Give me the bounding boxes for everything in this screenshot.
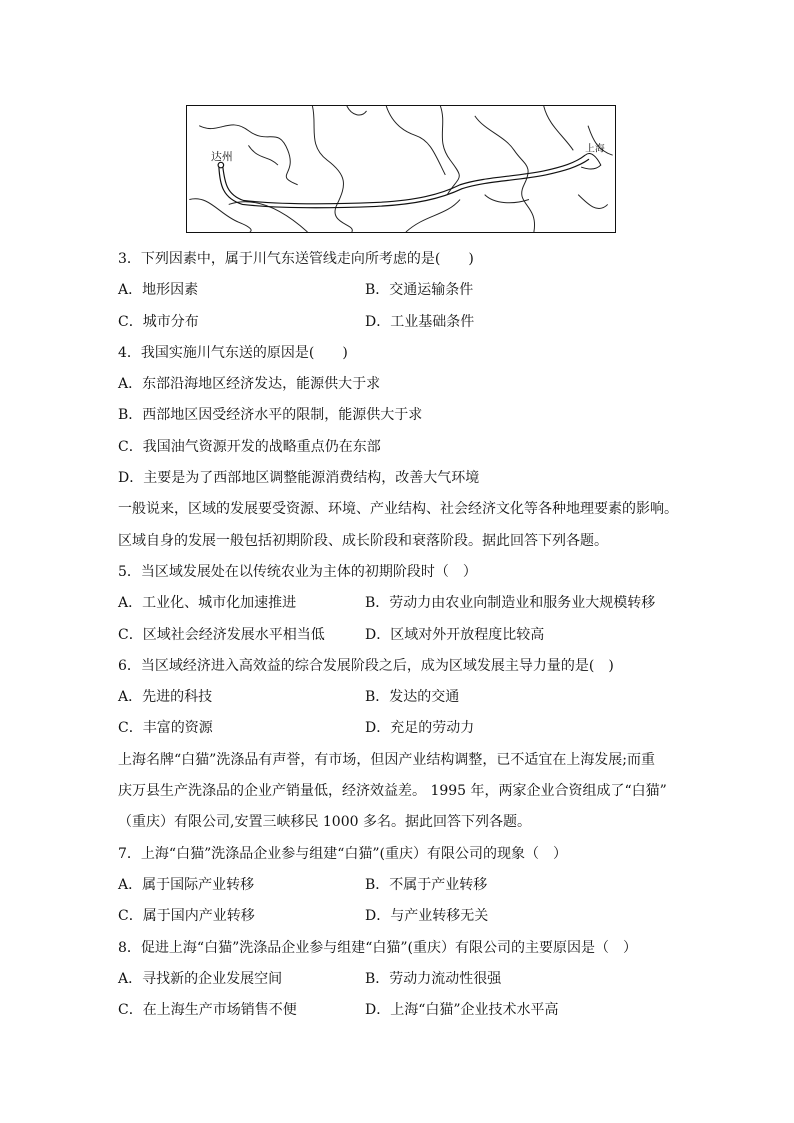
question-4-option-a[interactable]: A．东部沿海地区经济发达，能源供大于求 xyxy=(118,376,381,393)
question-3-option-a[interactable]: A．地形因素 xyxy=(118,282,199,299)
pipeline-map-drawing xyxy=(187,106,615,232)
question-6-option-a[interactable]: A．先进的科技 xyxy=(118,689,213,706)
question-5-option-b[interactable]: B．劳动力由农业向制造业和服务业大规模转移 xyxy=(365,595,656,612)
passage-2-line-3: （重庆）有限公司,安置三峡移民 1000 多名。据此回答下列各题。 xyxy=(118,814,531,831)
question-7-stem: 7．上海“白猫”洗涤品企业参与组建“白猫”(重庆）有限公司的现象（ ） xyxy=(118,845,567,862)
question-3-option-d[interactable]: D．工业基础条件 xyxy=(365,313,475,330)
question-5-options-row-2 xyxy=(118,620,698,651)
question-3-option-b[interactable]: B．交通运输条件 xyxy=(365,282,474,299)
passage-2-line-1: 上海名牌“白猫”洗涤品有声誉，有市场，但因产业结构调整，已不适宜在上海发展;而重 xyxy=(118,751,656,768)
question-5-option-c[interactable]: C．区域社会经济发展水平相当低 xyxy=(118,626,325,643)
question-3-options-row-1 xyxy=(118,275,698,306)
question-8-option-c[interactable]: C．在上海生产市场销售不便 xyxy=(118,1002,297,1019)
map-label-dazhou: 达州 xyxy=(211,150,233,164)
question-7-option-c[interactable]: C．属于国内产业转移 xyxy=(118,908,255,925)
question-8-option-b[interactable]: B．劳动力流动性很强 xyxy=(365,970,502,987)
question-5-option-a[interactable]: A．工业化、城市化加速推进 xyxy=(118,595,297,612)
question-6-stem: 6．当区域经济进入高效益的综合发展阶段之后，成为区域发展主导力量的是( ) xyxy=(118,657,614,674)
question-4-option-d[interactable]: D．主要是为了西部地区调整能源消费结构，改善大气环境 xyxy=(118,470,480,487)
question-6-options-row-1 xyxy=(118,682,698,713)
question-6-options-row-2 xyxy=(118,713,698,744)
question-6-option-b[interactable]: B．发达的交通 xyxy=(365,689,460,706)
question-5-option-d[interactable]: D．区域对外开放程度比较高 xyxy=(365,626,545,643)
question-8-stem: 8．促进上海“白猫”洗涤品企业参与组建“白猫”(重庆）有限公司的主要原因是（ ） xyxy=(118,939,637,956)
question-8-options-row-2 xyxy=(118,995,698,1026)
passage-1-line-1: 一般说来，区域的发展要受资源、环境、产业结构、社会经济文化等各种地理要素的影响。 xyxy=(118,501,678,518)
question-7-option-d[interactable]: D．与产业转移无关 xyxy=(365,908,489,925)
question-6-option-c[interactable]: C．丰富的资源 xyxy=(118,720,213,737)
pipeline-map xyxy=(186,105,616,233)
question-3-options-row-2 xyxy=(118,307,698,338)
map-label-shanghai: 上海 xyxy=(585,143,605,155)
question-5-stem: 5．当区域发展处在以传统农业为主体的初期阶段时（ ） xyxy=(118,563,477,580)
question-8-options-row-1 xyxy=(118,964,698,995)
question-5-options-row-1 xyxy=(118,588,698,619)
question-8-option-a[interactable]: A．寻找新的企业发展空间 xyxy=(118,970,283,987)
question-7-option-b[interactable]: B．不属于产业转移 xyxy=(365,876,488,893)
question-4-option-b[interactable]: B．西部地区因受经济水平的限制，能源供大于求 xyxy=(118,407,423,424)
question-7-options-row-2 xyxy=(118,901,698,932)
question-4-stem: 4．我国实施川气东送的原因是( ) xyxy=(118,344,348,361)
passage-2-line-2: 庆万县生产洗涤品的企业产销量低，经济效益差。 1995 年，两家企业合资组成了“白猫” xyxy=(118,783,667,800)
question-7-options-row-1 xyxy=(118,870,698,901)
question-6-option-d[interactable]: D．充足的劳动力 xyxy=(365,720,475,737)
question-3-stem: 3．下列因素中，属于川气东送管线走向所考虑的是( ) xyxy=(118,251,474,267)
passage-1-line-2: 区域自身的发展一般包括初期阶段、成长阶段和衰落阶段。据此回答下列各题。 xyxy=(118,532,608,549)
question-7-option-a[interactable]: A．属于国际产业转移 xyxy=(118,876,255,893)
question-8-option-d[interactable]: D．上海“白猫”企业技术水平高 xyxy=(365,1002,559,1019)
question-3-option-c[interactable]: C．城市分布 xyxy=(118,313,199,330)
question-content xyxy=(118,244,698,1026)
question-4-option-c[interactable]: C．我国油气资源开发的战略重点仍在东部 xyxy=(118,438,381,455)
